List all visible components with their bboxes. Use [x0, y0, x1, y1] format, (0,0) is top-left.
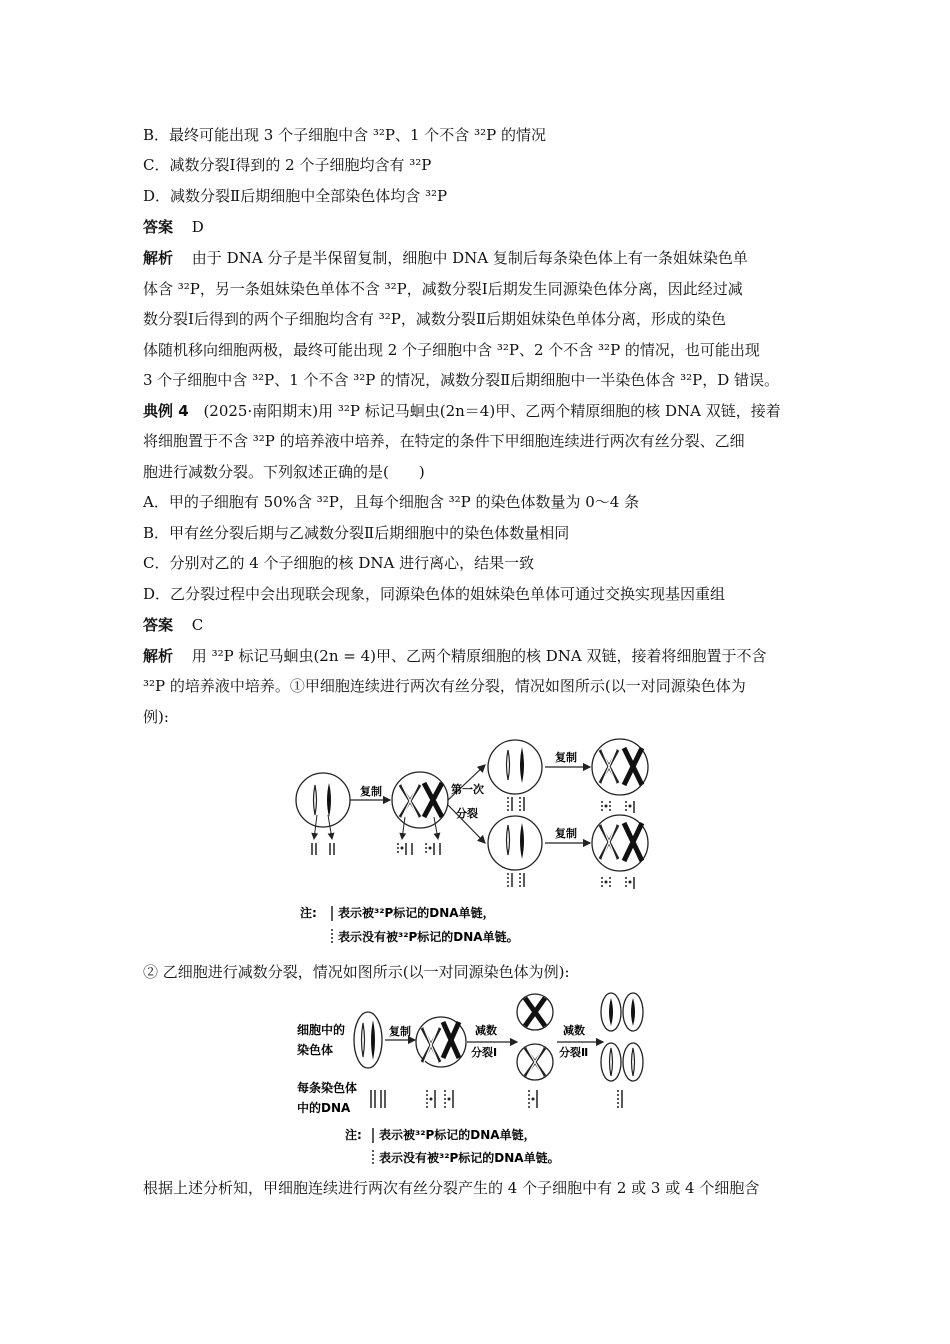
- option-b: B．最终可能出现 3 个子细胞中含 ³²P、1 个不含 ³²P 的情况: [143, 126, 546, 144]
- fig2-row1-label-b: 染色体: [297, 1043, 334, 1057]
- cell-original: [296, 773, 350, 855]
- fig1-note-label: 注:: [300, 906, 317, 920]
- para-meiosis: ② 乙细胞进行减数分裂，情况如图所示(以一对同源染色体为例):: [143, 963, 570, 981]
- analysis4-label: 解析: [143, 647, 174, 665]
- fig1-arrow1-label: 复制: [360, 785, 382, 798]
- fig1-arrow2-top: 第一次: [451, 783, 484, 796]
- fig1-arrow3-label: 复制: [555, 751, 577, 764]
- fig2-arrow3-a: 减数: [563, 1024, 585, 1037]
- analysis-label: 解析: [143, 249, 174, 267]
- analysis-line-2: 体含 ³²P，另一条姐妹染色单体不含 ³²P，减数分裂Ⅰ后期发生同源染色体分离，因此经过减: [143, 280, 743, 298]
- fig2-row2-label-a: 每条染色体: [297, 1081, 358, 1095]
- example-line-3: 胞进行减数分裂。下列叙述正确的是( ): [143, 463, 425, 481]
- answer4-row: [143, 615, 813, 635]
- final-line: 根据上述分析知，甲细胞连续进行两次有丝分裂产生的 4 个子细胞中有 2 或 3 或 4 个细胞含: [143, 1179, 760, 1197]
- meiosis-diagram: [295, 990, 655, 1170]
- analysis-line-5: 3 个子细胞中含 ³²P、1 个不含 ³²P 的情况，减数分裂Ⅱ后期细胞中一半染色体含 ³²P，D 错误。: [143, 371, 780, 389]
- fig2-row1-label-a: 细胞中的: [297, 1023, 346, 1037]
- answer4-label: 答案: [143, 616, 174, 634]
- analysis-line-1: [143, 248, 813, 268]
- option-c: C．减数分裂Ⅰ得到的 2 个子细胞均含有 ³²P: [143, 156, 432, 174]
- meiosis-cell-1: [354, 1012, 382, 1068]
- example-option-a: A．甲的子细胞有 50%含 ³²P，且每个细胞含 ³²P 的染色体数量为 0～4 条: [143, 493, 640, 511]
- fig2-note1: 表示被³²P标记的DNA单链，: [379, 1128, 536, 1142]
- analysis4-line-1: [143, 646, 813, 666]
- cell-daughter-bottom: [488, 816, 542, 887]
- fig2-row2-label-b: 中的DNA: [297, 1101, 351, 1115]
- example-text: (2025·南阳期末)用 ³²P 标记马蛔虫(2n＝4)甲、乙两个精原细胞的核 DNA 双链，接着: [203, 402, 781, 420]
- meiosis-cell-3-bottom: [517, 1044, 553, 1080]
- example-option-c: C．分别对乙的 4 个子细胞的核 DNA 进行离心，结果一致: [143, 554, 535, 572]
- fig1-note1: 表示被³²P标记的DNA单链，: [338, 906, 495, 920]
- answer-label: 答案: [143, 218, 174, 236]
- fig1-note2: 表示没有被³²P标记的DNA单链。: [338, 930, 519, 944]
- analysis4-line-2: ³²P 的培养液中培养。①甲细胞连续进行两次有丝分裂，情况如图所示(以一对同源染色体为: [143, 677, 746, 695]
- option-d: D．减数分裂Ⅱ后期细胞中全部染色体均含 ³²P: [143, 187, 448, 205]
- analysis4-line-3: 例):: [143, 708, 169, 726]
- answer-row: [143, 217, 813, 237]
- cell-replicated: [392, 772, 448, 855]
- fig2-note2: 表示没有被³²P标记的DNA单链。: [379, 1151, 560, 1165]
- fig2-arrow3-b: 分裂Ⅱ: [559, 1046, 589, 1059]
- analysis-line-4: 体随机移向细胞两极，最终可能出现 2 个子细胞中含 ³²P、2 个不含 ³²P 的情况，也可能出现: [143, 341, 760, 359]
- fig1-arrow2-bottom: 分裂: [456, 807, 478, 820]
- fig2-arrow1-label: 复制: [389, 1025, 411, 1038]
- example-line-2: 将细胞置于不含 ³²P 的培养液中培养，在特定的条件下甲细胞连续进行两次有丝分裂、乙细: [143, 432, 745, 450]
- mitosis-diagram: [290, 735, 690, 950]
- meiosis-cells-4: [601, 993, 643, 1081]
- fig2-arrow2-a: 减数: [475, 1024, 497, 1037]
- analysis4-text: 用 ³²P 标记马蛔虫(2n = 4)甲、乙两个精原细胞的核 DNA 双链，接着将细胞置于不含: [191, 647, 767, 665]
- analysis-text: 由于 DNA 分子是半保留复制，细胞中 DNA 复制后每条染色体上有一条姐妹染色单: [191, 249, 748, 267]
- fig2-note-label: 注:: [345, 1128, 362, 1142]
- meiosis-dna-strands: [371, 1090, 622, 1108]
- answer4-value: C: [191, 616, 204, 634]
- meiosis-cell-3-top: [517, 994, 553, 1030]
- example-label: 典例 4: [143, 402, 189, 420]
- analysis-line-3: 数分裂Ⅰ后得到的两个子细胞均含有 ³²P，减数分裂Ⅱ后期姐妹染色单体分离，形成的染色: [143, 310, 727, 328]
- answer-value: D: [191, 218, 204, 236]
- cell-daughter-top: [488, 740, 542, 811]
- example-option-d: D．乙分裂过程中会出现联会现象，同源染色体的姐妹染色单体可通过交换实现基因重组: [143, 585, 726, 603]
- example-option-b: B．甲有丝分裂后期与乙减数分裂Ⅱ后期细胞中的染色体数量相同: [143, 524, 570, 542]
- example-line-1: [143, 401, 813, 421]
- cell-top-replicated: [592, 739, 648, 813]
- meiosis-cell-2: [416, 1017, 466, 1067]
- fig2-arrow2-b: 分裂Ⅰ: [471, 1046, 498, 1059]
- fig1-arrow4-label: 复制: [555, 827, 577, 840]
- cell-bottom-replicated: [592, 815, 648, 889]
